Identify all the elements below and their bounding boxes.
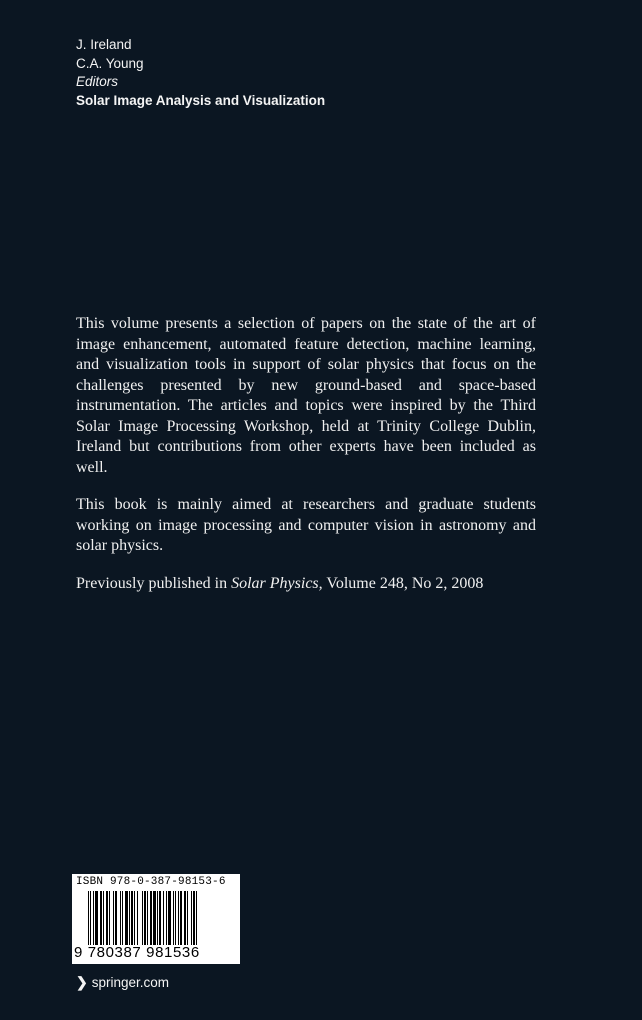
editors-role: Editors — [76, 74, 119, 89]
book-title: Solar Image Analysis and Visualization — [76, 92, 326, 108]
barcode-bar — [109, 891, 110, 945]
barcode-bar — [144, 891, 146, 945]
barcode-bar — [103, 891, 104, 945]
blurb-paragraph: This volume presents a selection of papers on the state of the art of image enhancement, automated feature detection, machine learning, and visualization tools in support of solar physics that focus on the challenges presented by new ground-based and space-based instrumentation. The articles and topics were inspired by the Third Solar Image Processing Workshop, held at Trinity College Dublin, Ireland but contributions from other experts have been included as well. — [76, 315, 536, 476]
barcode-bar — [137, 891, 138, 945]
blurb-paragraph: This book is mainly aimed at researchers and graduate students working on image processing and computer vision in astronomy and solar physics. — [76, 496, 536, 554]
barcode-bar — [95, 891, 98, 945]
barcode-bar — [88, 891, 89, 945]
barcode-bar — [134, 891, 135, 945]
barcode-bar — [153, 891, 156, 945]
barcode-bar — [175, 891, 176, 945]
publisher-url: springer.com — [91, 975, 170, 990]
barcode-bar — [90, 891, 91, 945]
editor-name: J. Ireland — [76, 37, 132, 52]
barcode-bar — [187, 891, 188, 945]
publication-suffix: Volume 248, No 2, 2008 — [322, 574, 484, 592]
barcode-bar — [100, 891, 102, 945]
barcode-bar — [196, 891, 197, 945]
barcode-bar — [184, 891, 186, 945]
barcode-bar — [157, 891, 158, 945]
barcode-bar — [168, 891, 171, 945]
barcode-bar — [180, 891, 182, 945]
barcode-bar — [166, 891, 167, 945]
editor-name: C.A. Young — [76, 55, 144, 71]
barcode-bar — [115, 891, 117, 945]
publication-prefix: Previously published in — [76, 574, 232, 592]
barcode-bar — [142, 891, 143, 945]
back-cover-blurb — [76, 314, 536, 611]
chevron-right-icon: ❯ — [76, 974, 88, 990]
barcode-bar — [178, 891, 179, 945]
barcode-bar — [120, 891, 121, 945]
publication-note — [76, 574, 536, 595]
barcode-bar — [191, 891, 192, 945]
barcode-bars — [88, 891, 236, 945]
barcode-bar — [163, 891, 164, 945]
barcode-bar — [150, 891, 152, 945]
barcode-bar — [131, 891, 133, 945]
barcode-bar — [125, 891, 128, 945]
journal-name: Solar Physics, — [231, 574, 323, 592]
barcode-bar — [193, 891, 195, 945]
editors-block — [76, 36, 325, 110]
barcode-bar — [159, 891, 161, 945]
ean-digits: 9 780387 981536 — [74, 944, 200, 961]
barcode-bar — [93, 891, 94, 945]
barcode-bar — [173, 891, 174, 945]
barcode-bar — [113, 891, 114, 945]
barcode-bar — [106, 891, 108, 945]
barcode-bar — [147, 891, 148, 945]
isbn-barcode — [72, 874, 240, 964]
barcode-bar — [122, 891, 123, 945]
publisher-link[interactable] — [76, 974, 169, 991]
isbn-label: ISBN 978-0-387-98153-6 — [76, 876, 226, 888]
barcode-bar — [129, 891, 130, 945]
